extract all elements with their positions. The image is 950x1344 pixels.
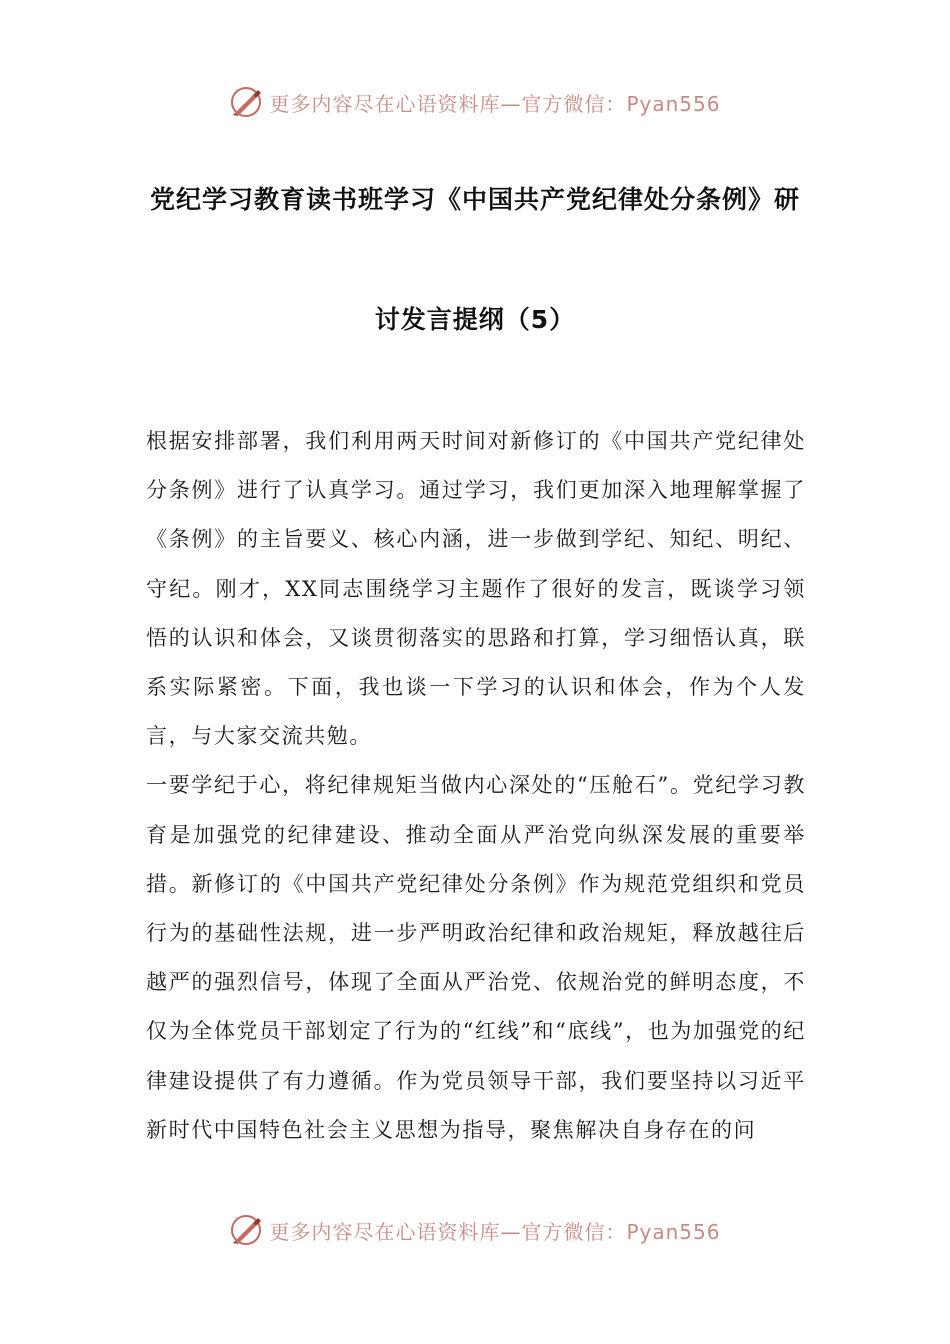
paragraph-point-one: 一要学纪于心，将纪律规矩当做内心深处的“压舱石”。党纪学习教育是加强党的纪律建设、推动全面从严治党向纵深发展的重要举措。新修订的《中国共产党纪律处分条例》作为规范党组织和党员行为的基础性法规，进一步严明政治纪律和政治规矩，释放越往后越严的强烈信号，体现了全面从严治党、依规治党的鲜明态度，不仅为全体党员干部划定了行为的“红线”和“底线”，也为加强党的纪律建设提供了有力遵循。作为党员领导干部，我们要坚持以习近平新时代中国特色社会主义思想为指导，聚焦解决自身存在的问 [146,773,806,1142]
watermark-text: 更多内容尽在心语资料库—官方微信：Pyan556 [269,91,721,116]
document-body [146,417,806,1155]
watermark-banner-top [0,82,950,122]
document-title-line-2: 讨发言提纲（5） [374,305,576,334]
watermark-banner-bottom [0,1210,950,1250]
pen-logo-icon [229,85,263,119]
document-title-line-1: 党纪学习教育读书班学习《中国共产党纪律处分条例》研 [149,185,800,214]
watermark-text: 更多内容尽在心语资料库—官方微信：Pyan556 [269,1219,721,1244]
paragraph-intro: 根据安排部署，我们利用两天时间对新修订的《中国共产党纪律处分条例》进行了认真学习。通过学习，我们更加深入地理解掌握了《条例》的主旨要义、核心内涵，进一步做到学纪、知纪、明纪、守纪。刚才，XX同志围绕学习主题作了很好的发言，既谈学习领悟的认识和体会，又谈贯彻落实的思路和打算，学习细悟认真，联系实际紧密。下面，我也谈一下学习的认识和体会，作为个人发言，与大家交流共勉。 [146,429,806,749]
pen-logo-icon [229,1213,263,1247]
